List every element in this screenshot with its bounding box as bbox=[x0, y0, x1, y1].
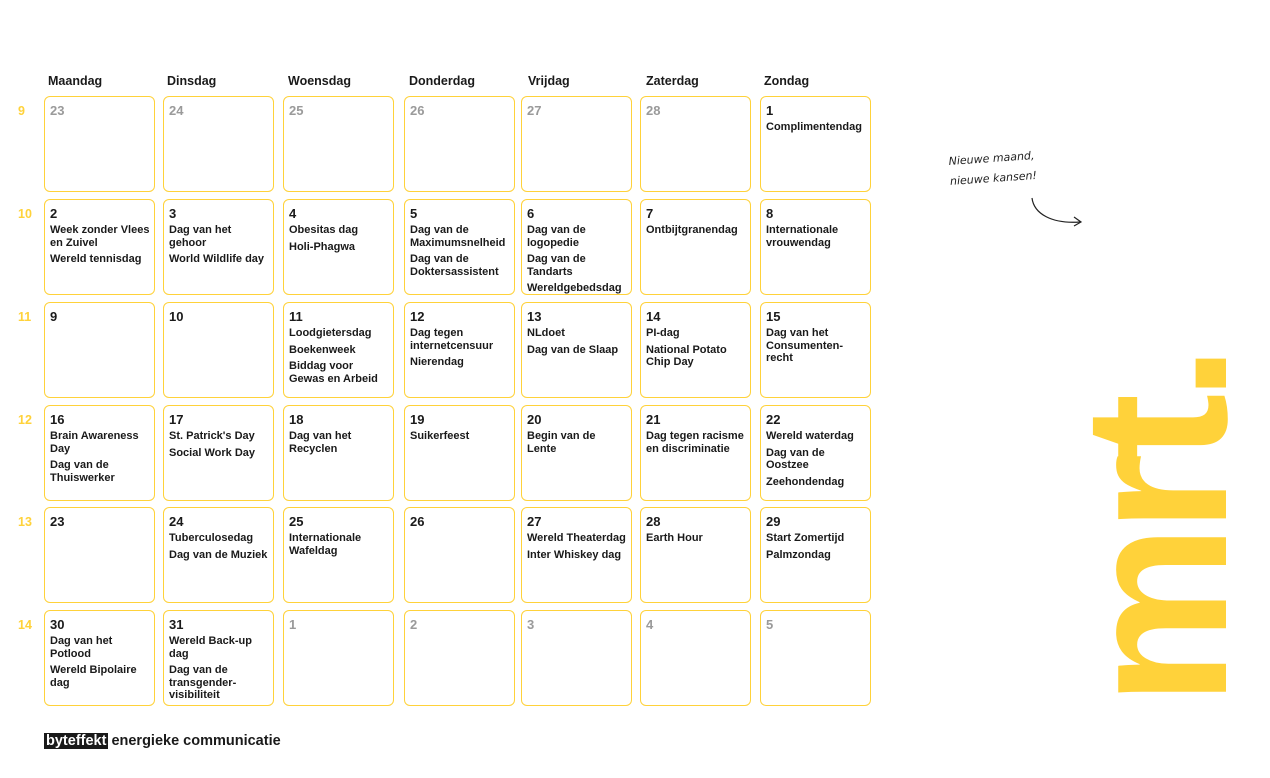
weekday-header: Zondag bbox=[764, 74, 810, 88]
footer-brand bbox=[44, 733, 281, 749]
day-cell[interactable] bbox=[760, 96, 871, 192]
day-cell[interactable] bbox=[163, 199, 274, 295]
day-number: 4 bbox=[646, 617, 654, 632]
day-number: 31 bbox=[169, 617, 184, 632]
day-number: 1 bbox=[766, 103, 774, 118]
brand-logo: byteffekt bbox=[46, 733, 107, 749]
day-cell[interactable] bbox=[521, 507, 632, 603]
day-number: 27 bbox=[527, 103, 542, 118]
day-cell[interactable] bbox=[163, 507, 274, 603]
day-number: 5 bbox=[766, 617, 774, 632]
weekday-header: Dinsdag bbox=[167, 74, 217, 88]
day-number: 14 bbox=[646, 309, 661, 324]
event-label: Dag tegen racisme en discriminatie bbox=[646, 430, 744, 455]
day-cell[interactable] bbox=[404, 96, 515, 192]
day-number: 21 bbox=[646, 412, 661, 427]
day-number: 7 bbox=[646, 206, 654, 221]
event-label: Dag van het Recyclen bbox=[289, 430, 352, 455]
event-label: Wereldgebedsdag bbox=[527, 282, 622, 294]
day-number: 26 bbox=[410, 514, 425, 529]
week-number: 10 bbox=[18, 207, 32, 221]
day-cell[interactable] bbox=[521, 610, 632, 706]
event-label: Week zonder Vlees en Zuivel bbox=[50, 224, 150, 249]
day-number: 22 bbox=[766, 412, 781, 427]
event-label: Tuberculosedag bbox=[169, 532, 254, 544]
event-label: Begin van de Lente bbox=[527, 430, 596, 455]
day-cell[interactable] bbox=[404, 405, 515, 501]
event-label: Ontbijtgranendag bbox=[646, 224, 738, 236]
day-cell[interactable] bbox=[640, 199, 751, 295]
weekday-header-row bbox=[0, 74, 880, 92]
day-cell[interactable] bbox=[44, 610, 155, 706]
day-number: 9 bbox=[50, 309, 58, 324]
event-label: Wereld tennisdag bbox=[50, 253, 142, 265]
day-cell[interactable] bbox=[521, 96, 632, 192]
event-label: St. Patrick's Day bbox=[169, 430, 255, 442]
handwritten-note bbox=[948, 142, 1090, 192]
weekday-header: Woensdag bbox=[288, 74, 351, 88]
event-label: Dag van de transgender-visibiliteit bbox=[169, 664, 237, 701]
event-label: Internationale Wafeldag bbox=[289, 532, 362, 557]
weekday-header: Donderdag bbox=[409, 74, 475, 88]
event-label: Dag van het Potlood bbox=[50, 635, 113, 660]
event-label: Holi-Phagwa bbox=[289, 240, 356, 253]
day-number: 24 bbox=[169, 103, 184, 118]
event-label: Earth Hour bbox=[646, 532, 703, 544]
event-label: World Wildlife day bbox=[169, 253, 265, 265]
week-number: 14 bbox=[18, 618, 32, 632]
day-number: 23 bbox=[50, 514, 65, 529]
day-number: 3 bbox=[169, 206, 177, 221]
day-cell[interactable] bbox=[760, 405, 871, 501]
event-label: PI-dag bbox=[646, 327, 680, 339]
day-number: 10 bbox=[169, 309, 184, 324]
day-number: 25 bbox=[289, 103, 304, 118]
day-number: 28 bbox=[646, 514, 661, 529]
event-label: Loodgietersdag bbox=[289, 327, 372, 339]
event-label: Start Zomertijd bbox=[766, 532, 845, 544]
day-number: 20 bbox=[527, 412, 542, 427]
event-label: Wereld waterdag bbox=[766, 430, 854, 442]
day-number: 17 bbox=[169, 412, 184, 427]
event-label: Social Work Day bbox=[169, 446, 255, 459]
day-cell[interactable] bbox=[44, 302, 155, 398]
event-label: Wereld Theaterdag bbox=[527, 532, 626, 544]
week-number: 11 bbox=[18, 310, 32, 324]
day-cell[interactable] bbox=[404, 302, 515, 398]
event-label: Dag van de Slaap bbox=[527, 343, 619, 356]
day-cell[interactable] bbox=[44, 507, 155, 603]
day-number: 3 bbox=[527, 617, 535, 632]
event-label: Boekenweek bbox=[289, 343, 356, 356]
week-number: 9 bbox=[18, 104, 25, 118]
day-number: 11 bbox=[289, 309, 303, 324]
curved-arrow-icon bbox=[1026, 192, 1086, 232]
event-label: Dag van het gehoor bbox=[169, 224, 232, 249]
day-cell[interactable] bbox=[283, 96, 394, 192]
day-number: 19 bbox=[410, 412, 425, 427]
brand-tagline: energieke communicatie bbox=[111, 733, 281, 749]
day-cell[interactable] bbox=[163, 610, 274, 706]
event-label: National Potato Chip Day bbox=[646, 343, 727, 368]
event-label: Complimentendag bbox=[766, 121, 862, 133]
day-number: 18 bbox=[289, 412, 304, 427]
day-cell[interactable] bbox=[283, 199, 394, 295]
day-cell[interactable] bbox=[640, 96, 751, 192]
day-cell[interactable] bbox=[283, 405, 394, 501]
event-label: Dag van de Oostzee bbox=[766, 446, 825, 471]
event-label: Internationale vrouwendag bbox=[766, 224, 839, 249]
event-label: NLdoet bbox=[527, 327, 565, 339]
event-label: Palmzondag bbox=[766, 548, 831, 561]
day-cell[interactable] bbox=[521, 199, 632, 295]
day-number: 8 bbox=[766, 206, 774, 221]
event-label: Nierendag bbox=[410, 356, 464, 368]
day-cell[interactable] bbox=[640, 405, 751, 501]
day-number: 5 bbox=[410, 206, 418, 221]
day-cell[interactable] bbox=[760, 302, 871, 398]
event-label: Wereld Bipolaire dag bbox=[50, 664, 137, 689]
day-cell[interactable] bbox=[44, 405, 155, 501]
day-cell[interactable] bbox=[640, 610, 751, 706]
event-label: Dag tegen internetcensuur bbox=[410, 327, 494, 352]
event-label: Dag van de Doktersassistent bbox=[410, 253, 499, 278]
weekday-header: Zaterdag bbox=[646, 74, 699, 88]
day-cell[interactable] bbox=[163, 405, 274, 501]
event-label: Dag van de logopedie bbox=[527, 224, 586, 249]
week-number: 13 bbox=[18, 515, 32, 529]
day-number: 13 bbox=[527, 309, 542, 324]
event-label: Inter Whiskey dag bbox=[527, 548, 622, 561]
day-cell[interactable] bbox=[44, 96, 155, 192]
day-number: 1 bbox=[289, 617, 297, 632]
event-label: Suikerfeest bbox=[410, 430, 470, 442]
month-label: mrt. bbox=[1042, 352, 1270, 706]
day-number: 23 bbox=[50, 103, 65, 118]
event-label: Biddag voor Gewas en Arbeid bbox=[289, 360, 378, 385]
event-label: Zeehondendag bbox=[766, 475, 845, 488]
note-line-2: nieuwe kansen! bbox=[949, 168, 1038, 188]
day-number: 29 bbox=[766, 514, 781, 529]
event-label: Dag van de Maximumsnelheid bbox=[410, 224, 506, 249]
day-number: 30 bbox=[50, 617, 65, 632]
event-label: Dag van het Consumenten-recht bbox=[766, 327, 843, 364]
day-cell[interactable] bbox=[760, 199, 871, 295]
day-cell[interactable] bbox=[163, 96, 274, 192]
day-number: 15 bbox=[766, 309, 781, 324]
day-number: 16 bbox=[50, 412, 65, 427]
event-label: Dag van de Thuiswerker bbox=[50, 459, 115, 484]
day-cell[interactable] bbox=[760, 507, 871, 603]
day-number: 28 bbox=[646, 103, 661, 118]
note-line-1: Nieuwe maand, bbox=[948, 148, 1035, 168]
day-cell[interactable] bbox=[283, 507, 394, 603]
week-number: 12 bbox=[18, 413, 32, 427]
event-label: Dag van de Tandarts bbox=[527, 253, 586, 278]
day-number: 2 bbox=[50, 206, 58, 221]
event-label: Dag van de Muziek bbox=[169, 548, 268, 561]
day-cell[interactable] bbox=[163, 302, 274, 398]
day-cell[interactable] bbox=[404, 610, 515, 706]
day-number: 25 bbox=[289, 514, 304, 529]
day-cell[interactable] bbox=[640, 507, 751, 603]
day-number: 4 bbox=[289, 206, 297, 221]
day-cell[interactable] bbox=[283, 302, 394, 398]
event-label: Brain Awareness Day bbox=[50, 430, 139, 455]
day-cell[interactable] bbox=[521, 405, 632, 501]
day-number: 26 bbox=[410, 103, 425, 118]
day-cell[interactable] bbox=[283, 610, 394, 706]
day-number: 27 bbox=[527, 514, 542, 529]
day-number: 6 bbox=[527, 206, 535, 221]
day-number: 24 bbox=[169, 514, 184, 529]
day-cell[interactable] bbox=[760, 610, 871, 706]
day-number: 12 bbox=[410, 309, 425, 324]
day-cell[interactable] bbox=[404, 199, 515, 295]
day-number: 2 bbox=[410, 617, 418, 632]
day-cell[interactable] bbox=[44, 199, 155, 295]
day-cell[interactable] bbox=[404, 507, 515, 603]
weekday-header: Vrijdag bbox=[528, 74, 570, 88]
event-label: Wereld Back-up dag bbox=[169, 635, 252, 660]
day-cell[interactable] bbox=[640, 302, 751, 398]
event-label: Obesitas dag bbox=[289, 224, 359, 236]
weekday-header: Maandag bbox=[48, 74, 103, 88]
day-cell[interactable] bbox=[521, 302, 632, 398]
